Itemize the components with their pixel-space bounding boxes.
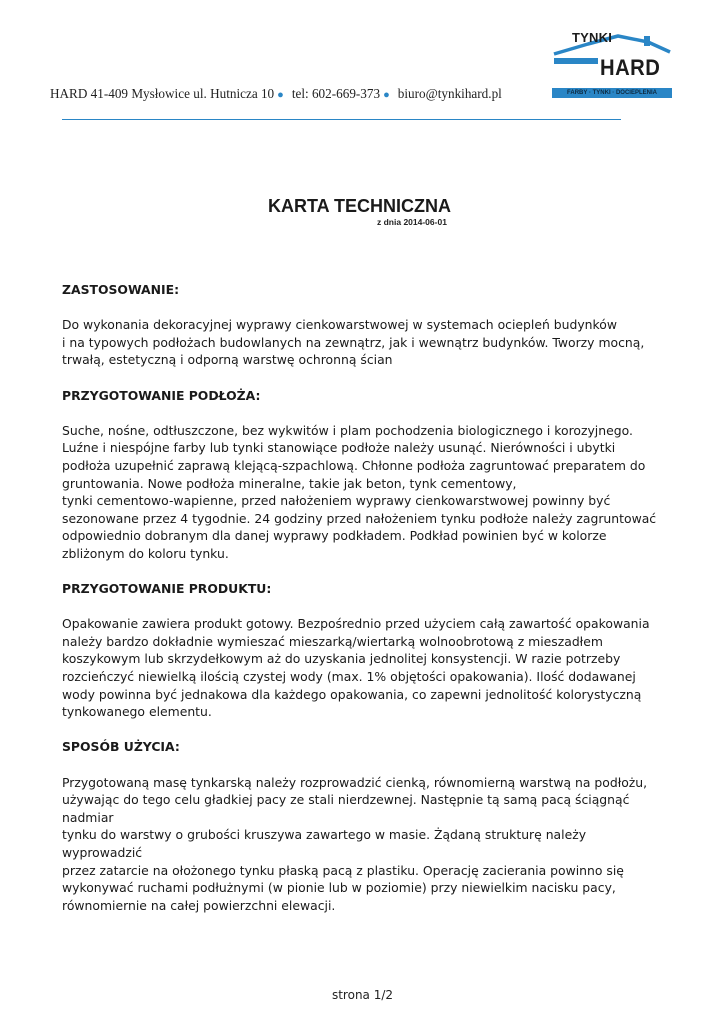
bullet-dot-icon: ● [277,89,284,101]
document-title: KARTA TECHNICZNA [268,196,451,216]
section-text-sposob-uzycia: Przygotowaną masę tynkarską należy rozprowadzić cienką, równomierną warstwą na podłożu, używając do tego celu gładkiej pacy ze stali nierdzewnej. Następnie tą samą pacą ściągnąć nadmiar tynku do warstwy o grubości kruszywa zawartego w masie. Żądaną strukturę należy wyprowadzić przez zatarcie na ołożonego tynku płaską pacą z plastiku. Operację zacierania powinno się wykonywać ruchami podłużnymi (w pionie lub w poziomie) przy niewielkim nacisku pacy, równomiernie na całej powierzchni elewacji. [62,774,648,913]
section-text-przygotowanie-produktu: Opakowanie zawiera produkt gotowy. Bezpośrednio przed użyciem całą zawartość opakowania należy bardzo dokładnie wymieszać mieszarką/wiertarką wolnoobrotową z mieszadłem koszykowym lub skrzydełkowym aż do uzyskania jednolitej konsystencji. W razie potrzeby rozcieńczyć niewielką ilością czystej wody (max. 1% objętości opakowania). Ilość dodawanej wody powinna być jednakowa dla każdego opakowania, co zapewni jednolitość kolorystyczną tynkowanego elementu. [62,616,650,720]
document-date: z dnia 2014-06-01 [377,217,447,227]
bullet-dot-icon: ● [383,89,390,101]
section-heading-sposob-uzycia: SPOSÓB UŻYCIA: [62,739,180,755]
logo-top-word: TYNKI [572,30,612,45]
company-logo [552,28,672,100]
section-heading-przygotowanie-podloza: PRZYGOTOWANIE PODŁOŻA: [62,387,261,403]
contact-line [50,86,570,102]
logo-tagline: FARBY · TYNKI · DOCIEPLENIA [552,88,672,98]
section-heading-przygotowanie-produktu: PRZYGOTOWANIE PRODUKTU: [62,581,272,597]
company-address: HARD 41-409 Mysłowice ul. Hutnicza 10 [50,86,275,101]
document-body [62,281,662,932]
section-text-przygotowanie-podloza: Suche, nośne, odtłuszczone, bez wykwitów i plam pochodzenia biologicznego i korozyjnego. Luźne i niespójne farby lub tynki stanowiące podłoże należy usunąć. Nierówności i ubytki podłoża uzupełnić zaprawą klejącą-szpachlową. Chłonne podłoża zagruntować preparatem do gruntowania. Nowe podłoża mineralne, takie jak beton, tynk cementowy, tynki cementowo-wapienne, przed nałożeniem wyprawy cienkowarstwowej powinny być sezonowane przez 4 tygodnie. 24 godziny przed nałożeniem tynku podłoże należy zagruntować odpowiednio dobranym dla danej wyprawy podkładem. Podkład powinien być w kolorze zbliżonym do koloru tynku. [62,422,657,561]
page-number: strona 1/2 [331,988,394,1002]
logo-main-word: HARD [600,55,661,80]
company-email[interactable]: biuro@tynkihard.pl [397,86,502,101]
header-divider [62,119,621,120]
section-heading-zastosowanie: ZASTOSOWANIE: [62,282,180,297]
section-text-zastosowanie: Do wykonania dekoracyjnej wyprawy cienkowarstwowej w systemach ociepleń budynków i na typowych podłożach budowlanych na zewnątrz, jak i wewnątrz budynków. Tworzy mocną, trwałą, estetyczną i odporną warstwę ochronną ścian [62,317,645,368]
company-phone: tel: 602-669-373 [291,86,381,101]
